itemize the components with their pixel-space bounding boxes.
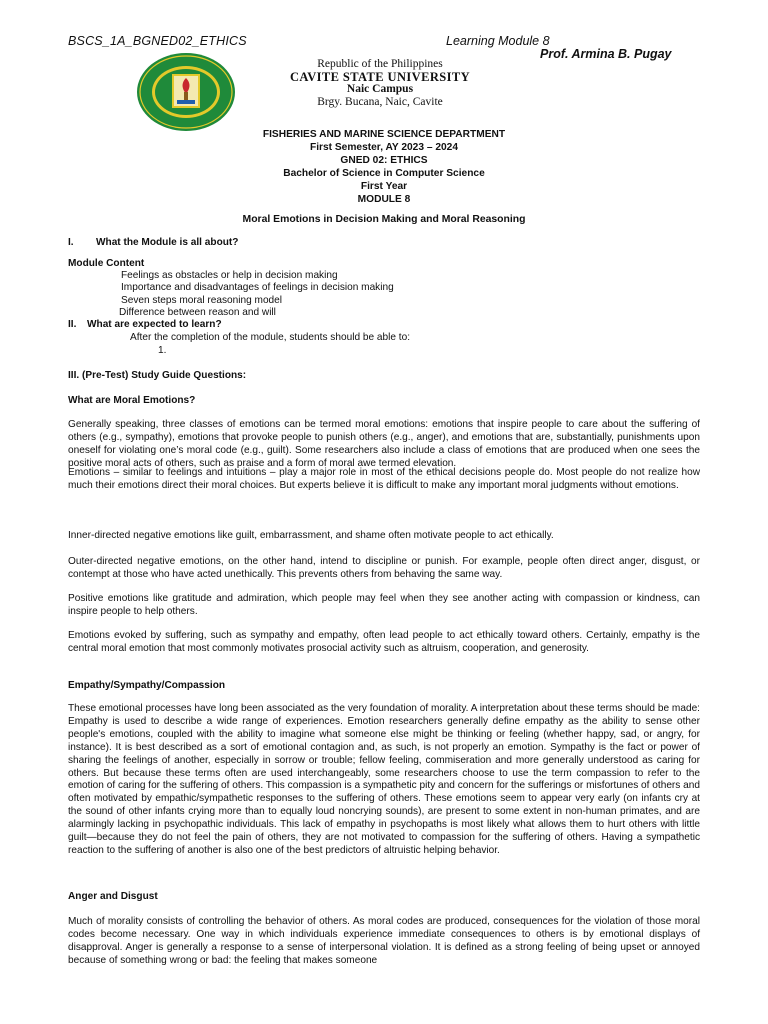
paragraph: Inner-directed negative emotions like guilt, embarrassment, and shame often motivate people to act ethically. [68, 530, 554, 541]
module-content-item: Difference between reason and will [119, 307, 276, 318]
paragraph: These emotional processes have long been associated as the very foundation of morality. A interpretation about these terms should be made: Empathy is used to describe a wide range of experiences. Emotion researchers generally define empathy as the ability to sense other people's emotions, coupled with the ability to imagine what someone else might be thinking or feeling (whether happy, sad, or angry, for instance). It is best described as a sort of emotional contagion and, as such, is not properly an emotion. Sympathy is the fact or power of sharing the feelings of another, especially in sorrow or trouble; fellow feeling, commiseration and more generally understood as caring for others. But because these terms often are used interchangeably, some researchers choose to use the term compassion to refer to the emotion of caring for the suffering of others. This compassion is a sympathetic pity and concern for the sufferings or misfortunes of others and often motivated by empathic/sympathetic responses to the suffering of others. These emotions seem to appear very early (on infants cry at the sound of other infants crying more than to equally loud noncrying sounds), are present to some extent in non-human primates, and are alarmingly lacking in psychopathic individuals. This lack of empathy in psychopaths is most likely what allows them to hurt others with little guilt—because they do not feel the pain of others, they are not motivated to compassion for the suffering of others. Having a sympathetic reaction to the suffering of another is also one of the best predictors of altruistic helping behavior. [68, 703, 700, 856]
section2-title: What are expected to learn? [87, 319, 222, 330]
module-title: Moral Emotions in Decision Making and Moral Reasoning [242, 214, 526, 225]
anger-heading: Anger and Disgust [68, 891, 158, 902]
paragraph: Emotions – similar to feelings and intuitions – play a major role in most of the ethical decisions people do. Most people do not realize how much their emotions direct their moral choices. But experts believe it is difficult to make any important moral judgments without emotions. [68, 467, 700, 491]
university-seal-icon [136, 52, 236, 132]
year-line: First Year [360, 181, 408, 192]
paragraph: Positive emotions like gratitude and admiration, which people may feel when they see another acting with compassion or kindness, can inspire people to help others. [68, 593, 700, 617]
department-line: FISHERIES AND MARINE SCIENCE DEPARTMENT [262, 129, 506, 140]
campus-name: Naic Campus [346, 83, 414, 95]
module-content-item: Importance and disadvantages of feelings in decision making [121, 282, 394, 293]
module-content-heading: Module Content [68, 258, 145, 269]
module-line: MODULE 8 [357, 194, 411, 205]
module-content-item: Seven steps moral reasoning model [121, 295, 283, 306]
university-block [260, 58, 500, 108]
section1-number: I. [68, 237, 74, 248]
header-professor: Prof. Armina B. Pugay [540, 47, 672, 61]
paragraph: Generally speaking, three classes of emotions can be termed moral emotions: emotions that inspire people to care about the suffering of others (e.g., sympathy), emotions that provoke people to punish others (e.g., anger), and emotions that are, substantially, punishments upon oneself for violating one’s moral code (e.g., guilt). Some researchers also include a class of emotions that are produced when one sees the positive moral acts of others, such as praise and a form of moral awe termed elevation. [68, 419, 700, 469]
section1-title: What the Module is all about? [96, 237, 239, 248]
program-line: Bachelor of Science in Computer Science [283, 168, 485, 179]
objective-list-marker: 1. [158, 345, 167, 356]
paragraph: Emotions evoked by suffering, such as sympathy and empathy, often lead people to act ethically toward others. Certainly, empathy is the central moral emotion that most commonly motivates prosocial activity such as altruism, cooperation, and generosity. [68, 630, 700, 654]
header-module-label: Learning Module 8 [446, 34, 550, 48]
module-content-item: Feelings as obstacles or help in decision making [121, 270, 338, 281]
paragraph: Outer-directed negative emotions, on the other hand, intend to discipline or punish. For example, people often direct anger, disgust, or contempt at those who have acted unethically. This prevents others from behaving the same way. [68, 556, 700, 580]
section2-intro: After the completion of the module, students should be able to: [130, 332, 410, 343]
section3-title: III. (Pre-Test) Study Guide Questions: [68, 370, 247, 381]
header-course-code: BSCS_1A_BGNED02_ETHICS [68, 34, 247, 48]
empathy-heading: Empathy/Sympathy/Compassion [68, 680, 226, 691]
campus-address: Brgy. Bucana, Naic, Cavite [317, 95, 443, 108]
section2-number: II. [68, 319, 77, 330]
course-line: GNED 02: ETHICS [340, 155, 428, 166]
republic-line: Republic of the Philippines [317, 58, 443, 70]
course-info-block [184, 128, 584, 206]
paragraph: Much of morality consists of controlling the behavior of others. As moral codes are produced, consequences for the violation of those moral codes become necessary. One way in which individuals experience immediate consequences to others is by emotional displays of disapproval. Anger is generally a response to a sense of interpersonal violation. It is defined as a strong feeling of being upset or annoyed because of something wrong or bad: the feeling that makes someone [68, 916, 700, 966]
university-name: CAVITE STATE UNIVERSITY [289, 69, 471, 84]
moral-emotions-heading: What are Moral Emotions? [68, 395, 196, 406]
semester-line: First Semester, AY 2023 – 2024 [309, 142, 458, 153]
